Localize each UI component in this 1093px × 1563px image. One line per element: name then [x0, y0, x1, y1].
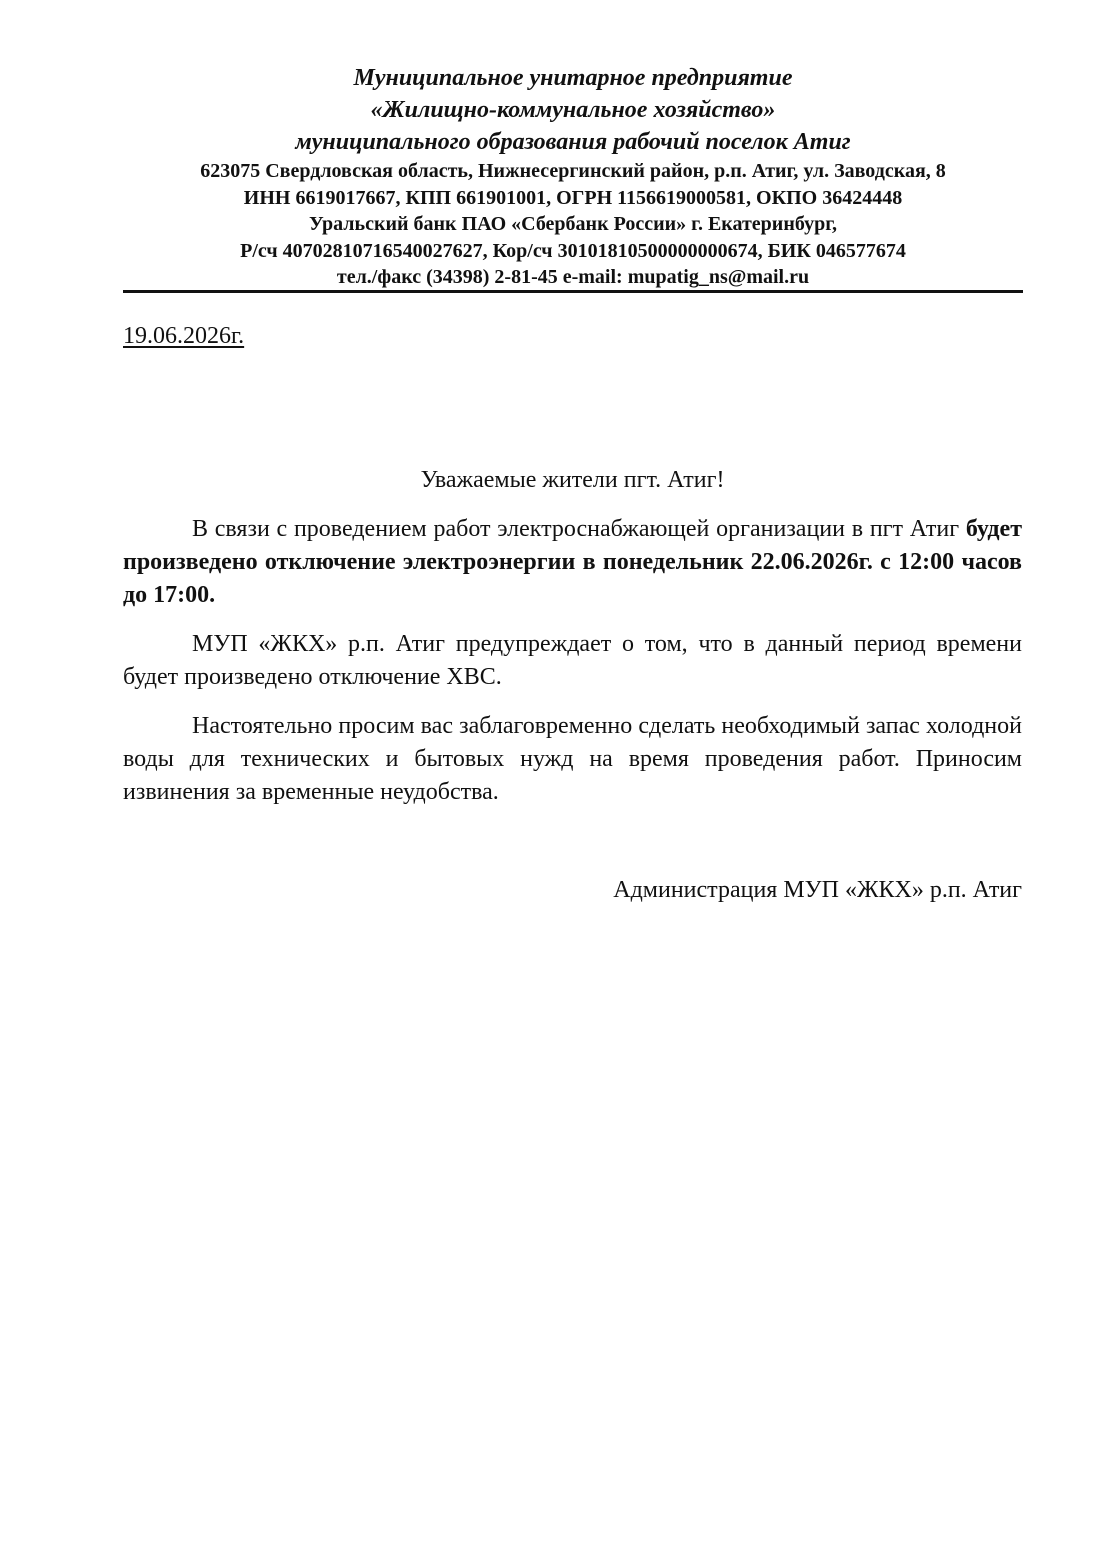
letterhead [123, 62, 1023, 291]
org-address: 623075 Свердловская область, Нижнесергинский район, р.п. Атиг, ул. Заводская, 8 [200, 160, 946, 182]
org-bank: Уральский банк ПАО «Сбербанк России» г. Екатеринбург, [308, 213, 838, 235]
org-name-line-1: Муниципальное унитарное предприятие [353, 65, 793, 91]
notice-paragraph-request: Настоятельно просим вас заблаговременно сделать необходимый запас холодной воды для технических и бытовых нужд на время проведения работ. Приносим извинения за временные неудобства. [123, 713, 1022, 805]
notice-paragraph-power-outage [123, 513, 1022, 612]
document-date: 19.06.2026г. [123, 323, 245, 349]
org-bank-accounts: Р/сч 40702810716540027627, Кор/сч 30101810500000000674, БИК 046577674 [240, 239, 906, 262]
notice-paragraph-1-text: В связи с проведением работ электроснабжающей организации в пгт Атиг [192, 516, 966, 542]
org-name-line-2: «Жилищно-коммунальное хозяйство» [370, 97, 776, 123]
notice-paragraph-1-emphasis: будет произведено отключение электроэнергии в понедельник 22.06.2026г. с 12:00 часов до 17:00. [123, 516, 1022, 608]
letterhead-divider [123, 290, 1023, 293]
org-registration-ids: ИНН 6619017667, КПП 661901001, ОГРН 1156619000581, ОКПО 36424448 [243, 186, 903, 209]
org-name-line-3: муниципального образования рабочий поселок Атиг [295, 129, 851, 155]
org-contacts: тел./факс (34398) 2-81-45 e-mail: mupatig_ns@mail.ru [336, 266, 810, 288]
notice-body [123, 464, 1022, 825]
notice-greeting: Уважаемые жители пгт. Атиг! [420, 467, 725, 493]
notice-paragraph-water-outage: МУП «ЖКХ» р.п. Атиг предупреждает о том, что в данный период времени будет произведено отключение ХВС. [123, 631, 1022, 690]
signature: Администрация МУП «ЖКХ» р.п. Атиг [613, 877, 1022, 903]
